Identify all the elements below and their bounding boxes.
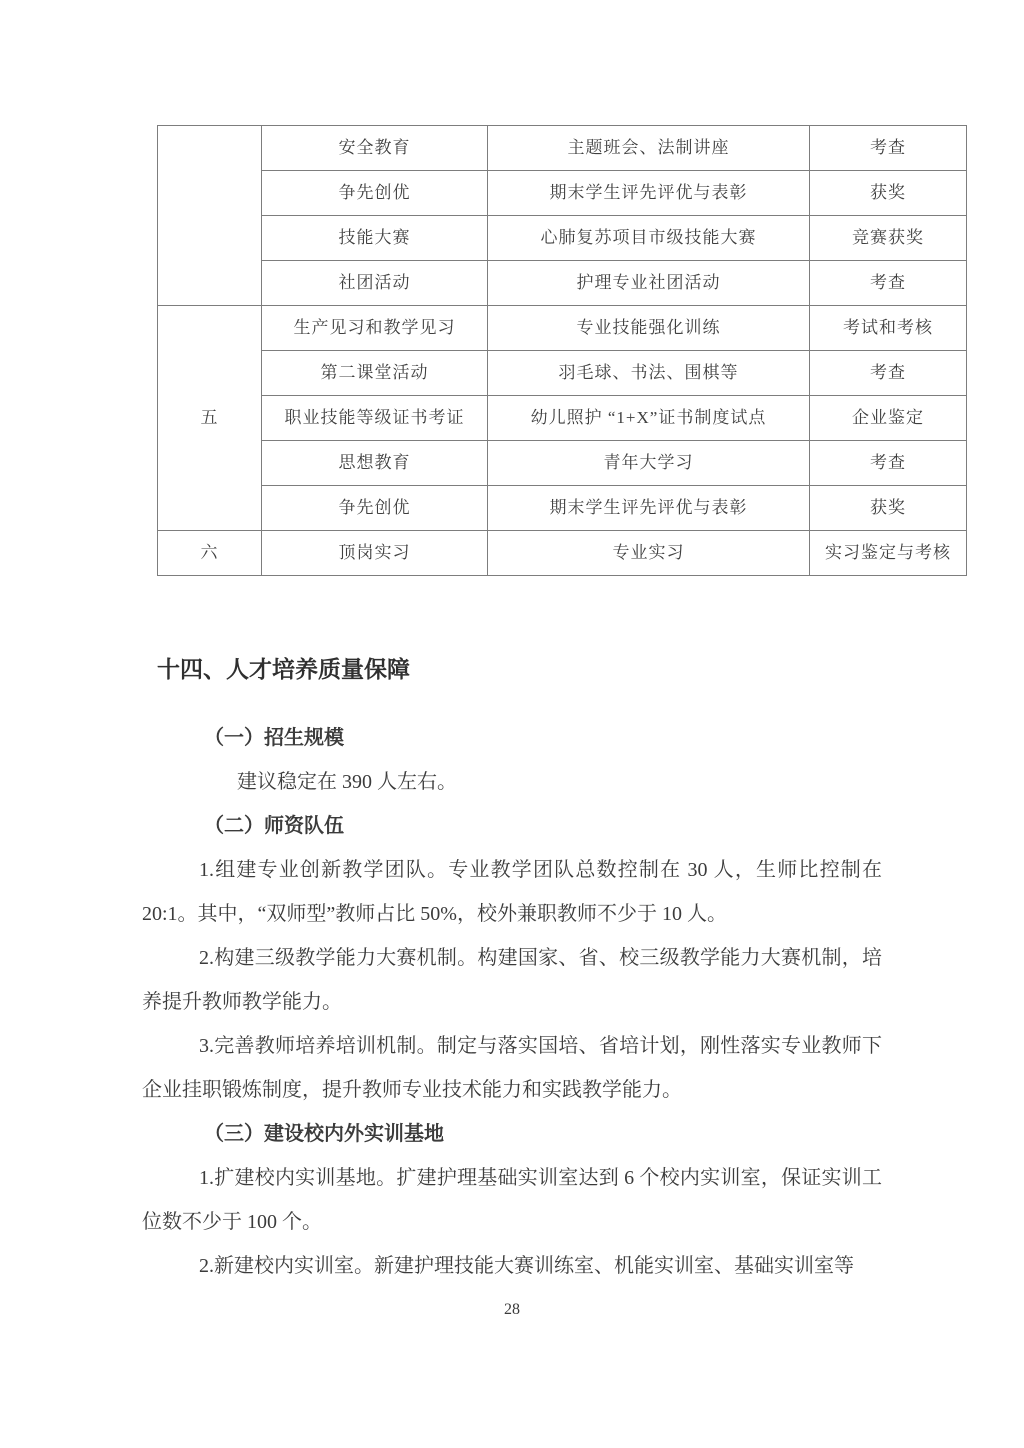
paragraph: 2.构建三级教学能力大赛机制。构建国家、省、校三级教学能力大赛机制，培养提升教师教学能力。 (142, 947, 882, 1013)
paragraph: 1.组建专业创新教学团队。专业教学团队总数控制在 30 人，生师比控制在 20:1。其中，“双师型”教师占比 50%，校外兼职教师不少于 10 人。 (142, 859, 882, 925)
assessment-cell: 考查 (810, 351, 967, 396)
content-cell: 专业实习 (488, 531, 810, 576)
activity-cell: 社团活动 (262, 261, 488, 306)
table-row (158, 531, 967, 576)
table-row (158, 171, 967, 216)
content-cell: 期末学生评先评优与表彰 (488, 171, 810, 216)
activity-cell: 顶岗实习 (262, 531, 488, 576)
curriculum-assessment-table (157, 125, 967, 576)
assessment-cell: 考查 (810, 441, 967, 486)
activity-cell: 生产见习和教学见习 (262, 306, 488, 351)
table-row (158, 261, 967, 306)
paragraph: 建议稳定在 390 人左右。 (237, 771, 457, 793)
table-row (158, 216, 967, 261)
content-cell: 主题班会、法制讲座 (488, 126, 810, 171)
content-cell: 护理专业社团活动 (488, 261, 810, 306)
table-row (158, 396, 967, 441)
assessment-cell: 获奖 (810, 171, 967, 216)
page-number: 28 (504, 1301, 520, 1318)
activity-cell: 第二课堂活动 (262, 351, 488, 396)
paragraph: 3.完善教师培养培训机制。制定与落实国培、省培计划，刚性落实专业教师下企业挂职锻炼制度，提升教师专业技术能力和实践教学能力。 (142, 1035, 882, 1101)
assessment-cell: 考查 (810, 261, 967, 306)
subsection-heading: （二）师资队伍 (204, 815, 344, 837)
content-cell: 青年大学习 (488, 441, 810, 486)
stage-label-cell: 五 (158, 306, 262, 531)
content-cell: 羽毛球、书法、围棋等 (488, 351, 810, 396)
content-cell: 期末学生评先评优与表彰 (488, 486, 810, 531)
activity-cell: 职业技能等级证书考证 (262, 396, 488, 441)
activity-cell: 争先创优 (262, 171, 488, 216)
activity-cell: 安全教育 (262, 126, 488, 171)
assessment-cell: 考查 (810, 126, 967, 171)
activity-cell: 思想教育 (262, 441, 488, 486)
table-row (158, 441, 967, 486)
subsection-heading: （三）建设校内外实训基地 (204, 1123, 444, 1145)
activity-cell: 争先创优 (262, 486, 488, 531)
content-cell: 心肺复苏项目市级技能大赛 (488, 216, 810, 261)
content-cell: 专业技能强化训练 (488, 306, 810, 351)
assessment-cell: 考试和考核 (810, 306, 967, 351)
assessment-cell: 获奖 (810, 486, 967, 531)
assessment-cell: 企业鉴定 (810, 396, 967, 441)
paragraph: 1.扩建校内实训基地。扩建护理基础实训室达到 6 个校内实训室，保证实训工位数不少于 100 个。 (142, 1167, 882, 1233)
activity-cell: 技能大赛 (262, 216, 488, 261)
table-body (158, 126, 967, 576)
content-cell: 幼儿照护 “1+X”证书制度试点 (488, 396, 810, 441)
assessment-cell: 实习鉴定与考核 (810, 531, 967, 576)
table-row (158, 351, 967, 396)
subsection-heading: （一）招生规模 (204, 727, 344, 749)
paragraph: 2.新建校内实训室。新建护理技能大赛训练室、机能实训室、基础实训室等 (199, 1255, 854, 1277)
stage-label-cell (158, 126, 262, 306)
assessment-cell: 竞赛获奖 (810, 216, 967, 261)
table-row (158, 306, 967, 351)
stage-label-cell: 六 (158, 531, 262, 576)
table-row (158, 486, 967, 531)
section-heading: 十四、人才培养质量保障 (157, 657, 410, 682)
content-blocks (142, 716, 882, 1288)
table-row (158, 126, 967, 171)
